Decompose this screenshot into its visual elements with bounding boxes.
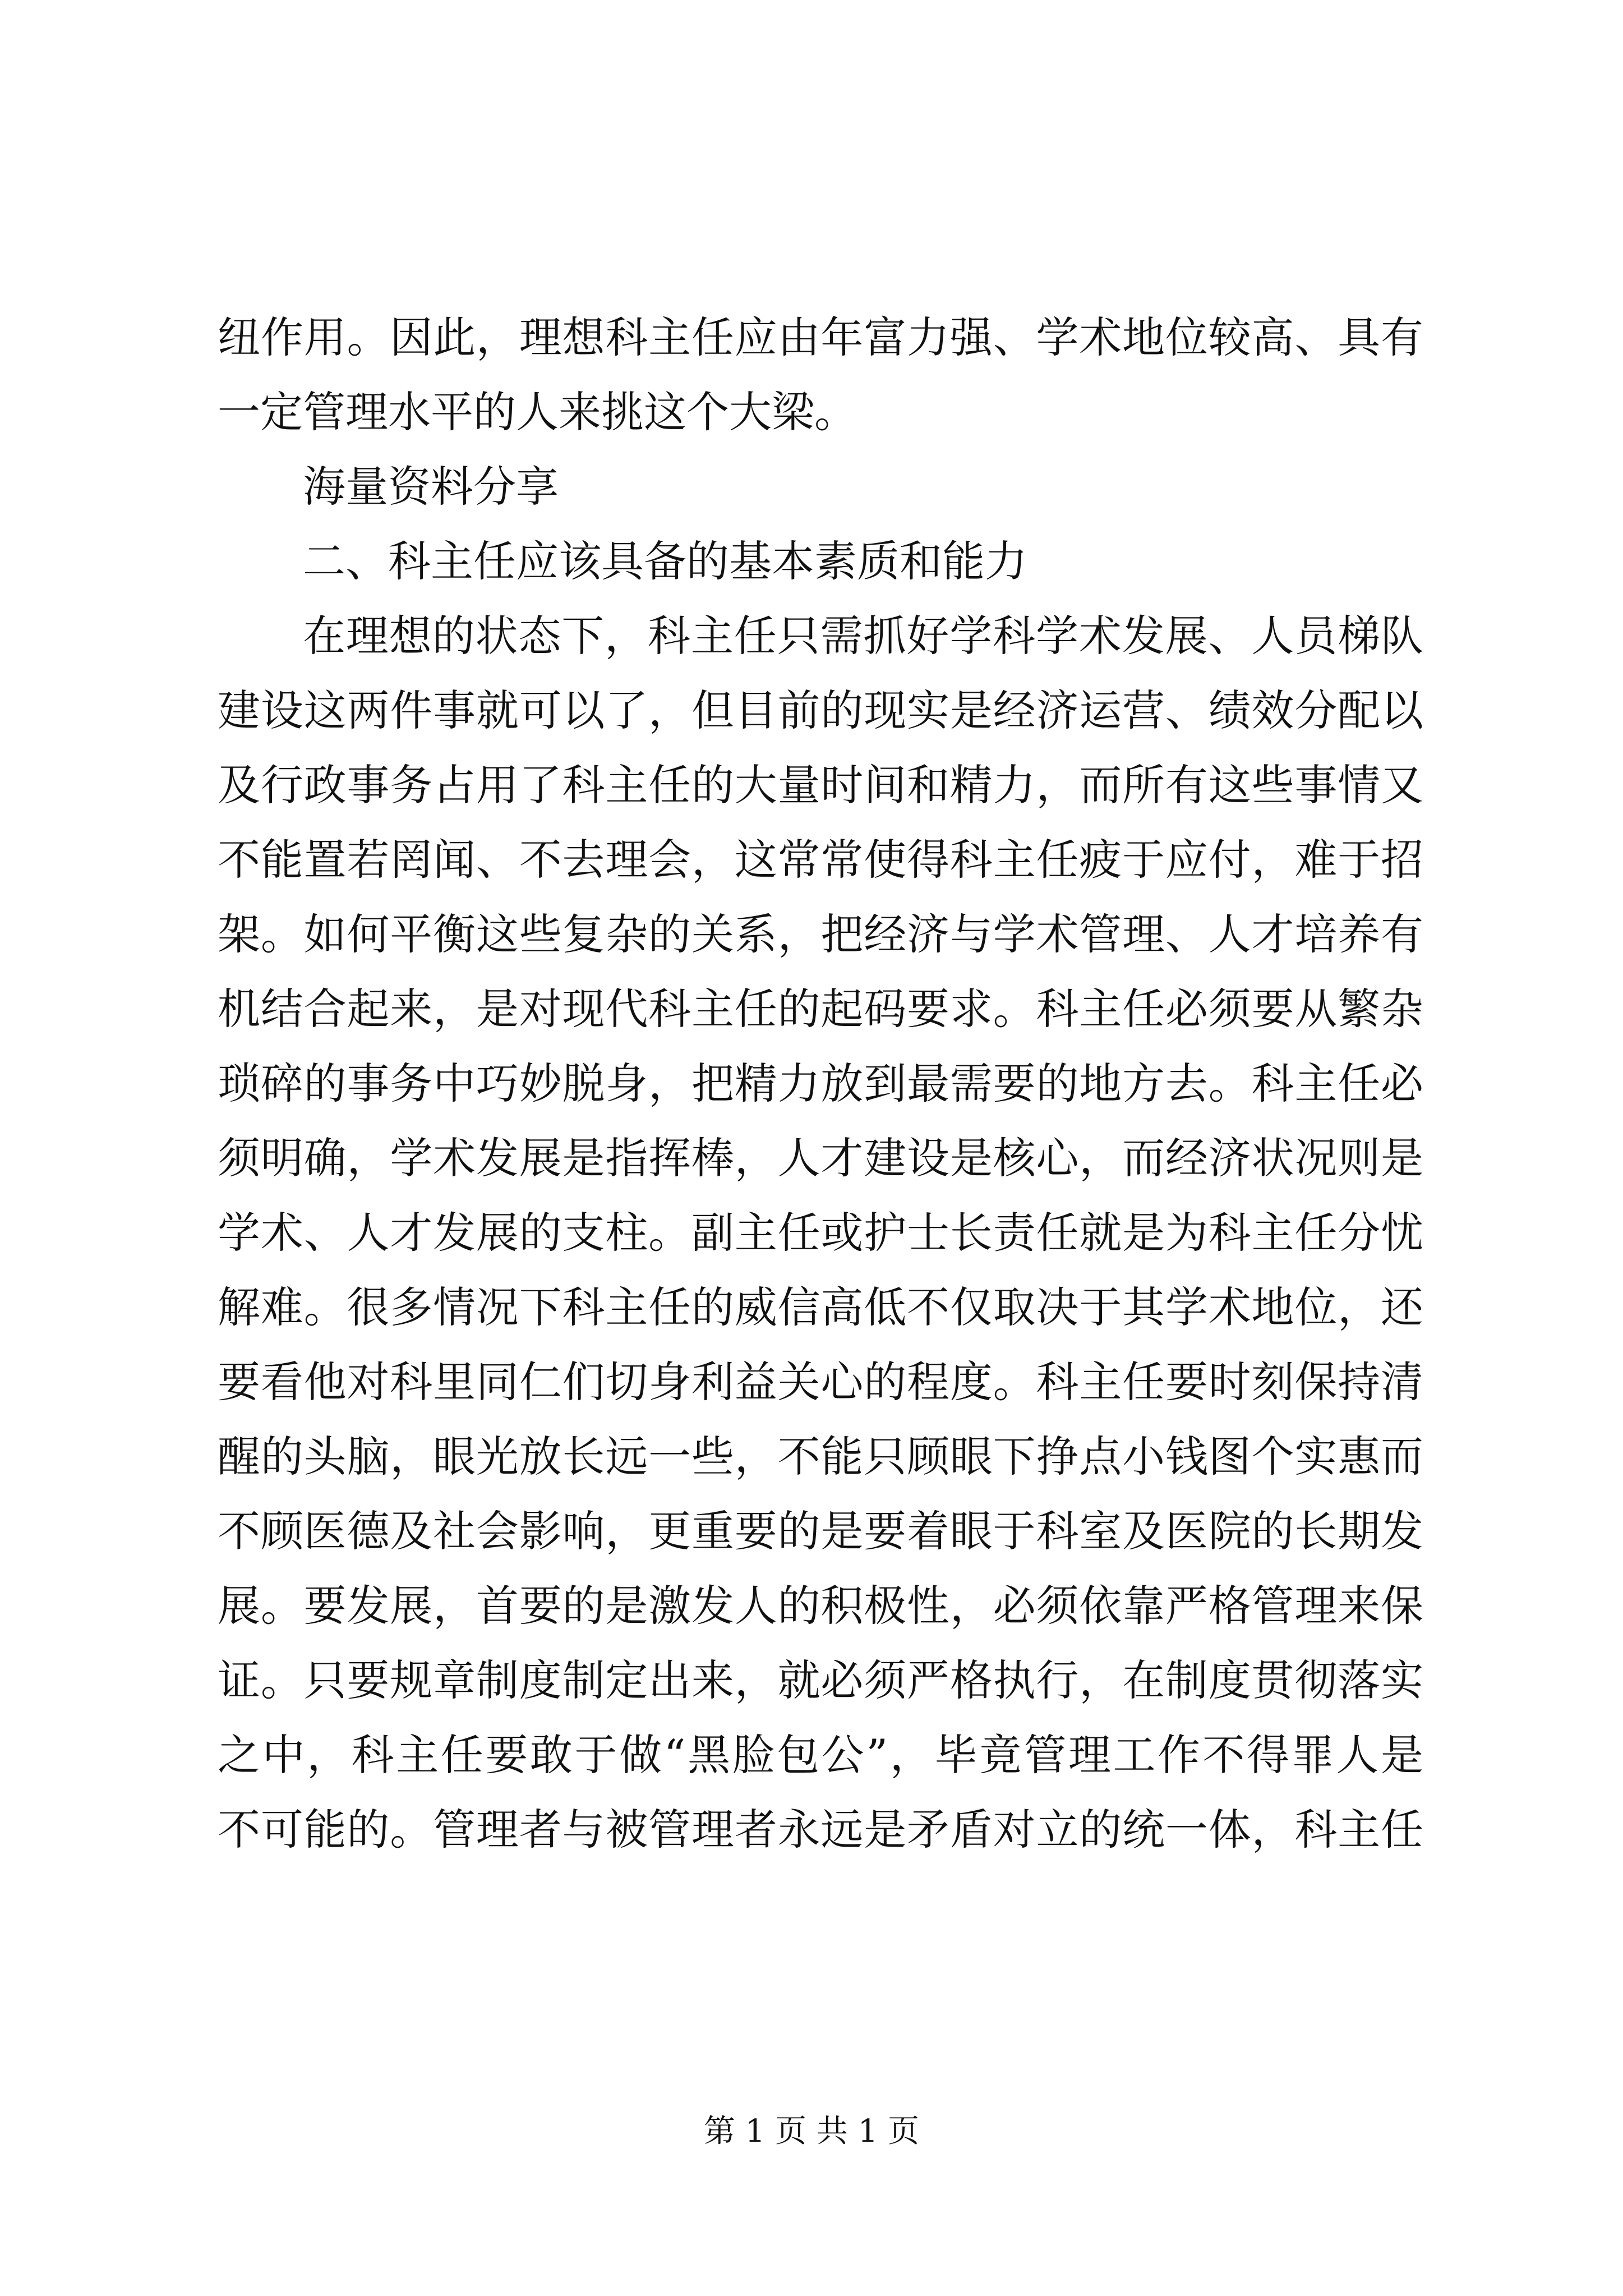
text-line-16: 醒的头脑，眼光放长远一些，不能只顾眼下挣点小钱图个实惠而 [218, 1432, 1423, 1481]
text-line-15: 要看他对科里同仁们切身利益关心的程度。科主任要时刻保持清 [218, 1357, 1423, 1407]
section-heading: 二、科主任应该具备的基本素质和能力 [303, 536, 1027, 586]
text-line-1: 纽作用。因此，理想科主任应由年富力强、学术地位较高、具有 [218, 312, 1423, 362]
text-line-18: 展。要发展，首要的是激发人的积极性，必须依靠严格管理来保 [218, 1581, 1423, 1631]
text-line-7: 及行政事务占用了科主任的大量时间和精力，而所有这些事情又 [218, 760, 1423, 810]
text-line-14: 解难。很多情况下科主任的威信高低不仅取决于其学术地位，还 [218, 1282, 1423, 1332]
text-line-8: 不能置若罔闻、不去理会，这常常使得科主任疲于应付，难于招 [218, 835, 1423, 885]
text-line-9: 架。如何平衡这些复杂的关系，把经济与学术管理、人才培养有 [218, 909, 1423, 959]
text-line-6: 建设这两件事就可以了，但目前的现实是经济运营、绩效分配以 [218, 685, 1423, 735]
text-line-13: 学术、人才发展的支柱。副主任或护士长责任就是为科主任分忧 [218, 1208, 1423, 1258]
text-line-2: 一定管理水平的人来挑这个大梁。 [218, 387, 857, 437]
text-line-17: 不顾医德及社会影响，更重要的是要着眼于科室及医院的长期发 [218, 1506, 1423, 1556]
text-line-12: 须明确，学术发展是指挥棒，人才建设是核心，而经济状况则是 [218, 1133, 1423, 1183]
text-line-5: 在理想的状态下，科主任只需抓好学科学术发展、人员梯队 [303, 611, 1423, 661]
text-line-11: 琐碎的事务中巧妙脱身，把精力放到最需要的地方去。科主任必 [218, 1059, 1423, 1108]
page-number-footer: 第 1 页 共 1 页 [703, 2113, 920, 2150]
text-line-21: 不可能的。管理者与被管理者永远是矛盾对立的统一体，科主任 [218, 1805, 1423, 1855]
text-line-3: 海量资料分享 [303, 462, 559, 512]
body-text [218, 300, 1423, 1867]
text-line-19: 证。只要规章制度制定出来，就必须严格执行，在制度贯彻落实 [218, 1655, 1423, 1705]
text-line-20: 之中，科主任要敢于做“黑脸包公”，毕竟管理工作不得罪人是 [218, 1730, 1423, 1780]
text-line-10: 机结合起来，是对现代科主任的起码要求。科主任必须要从繁杂 [218, 984, 1423, 1034]
